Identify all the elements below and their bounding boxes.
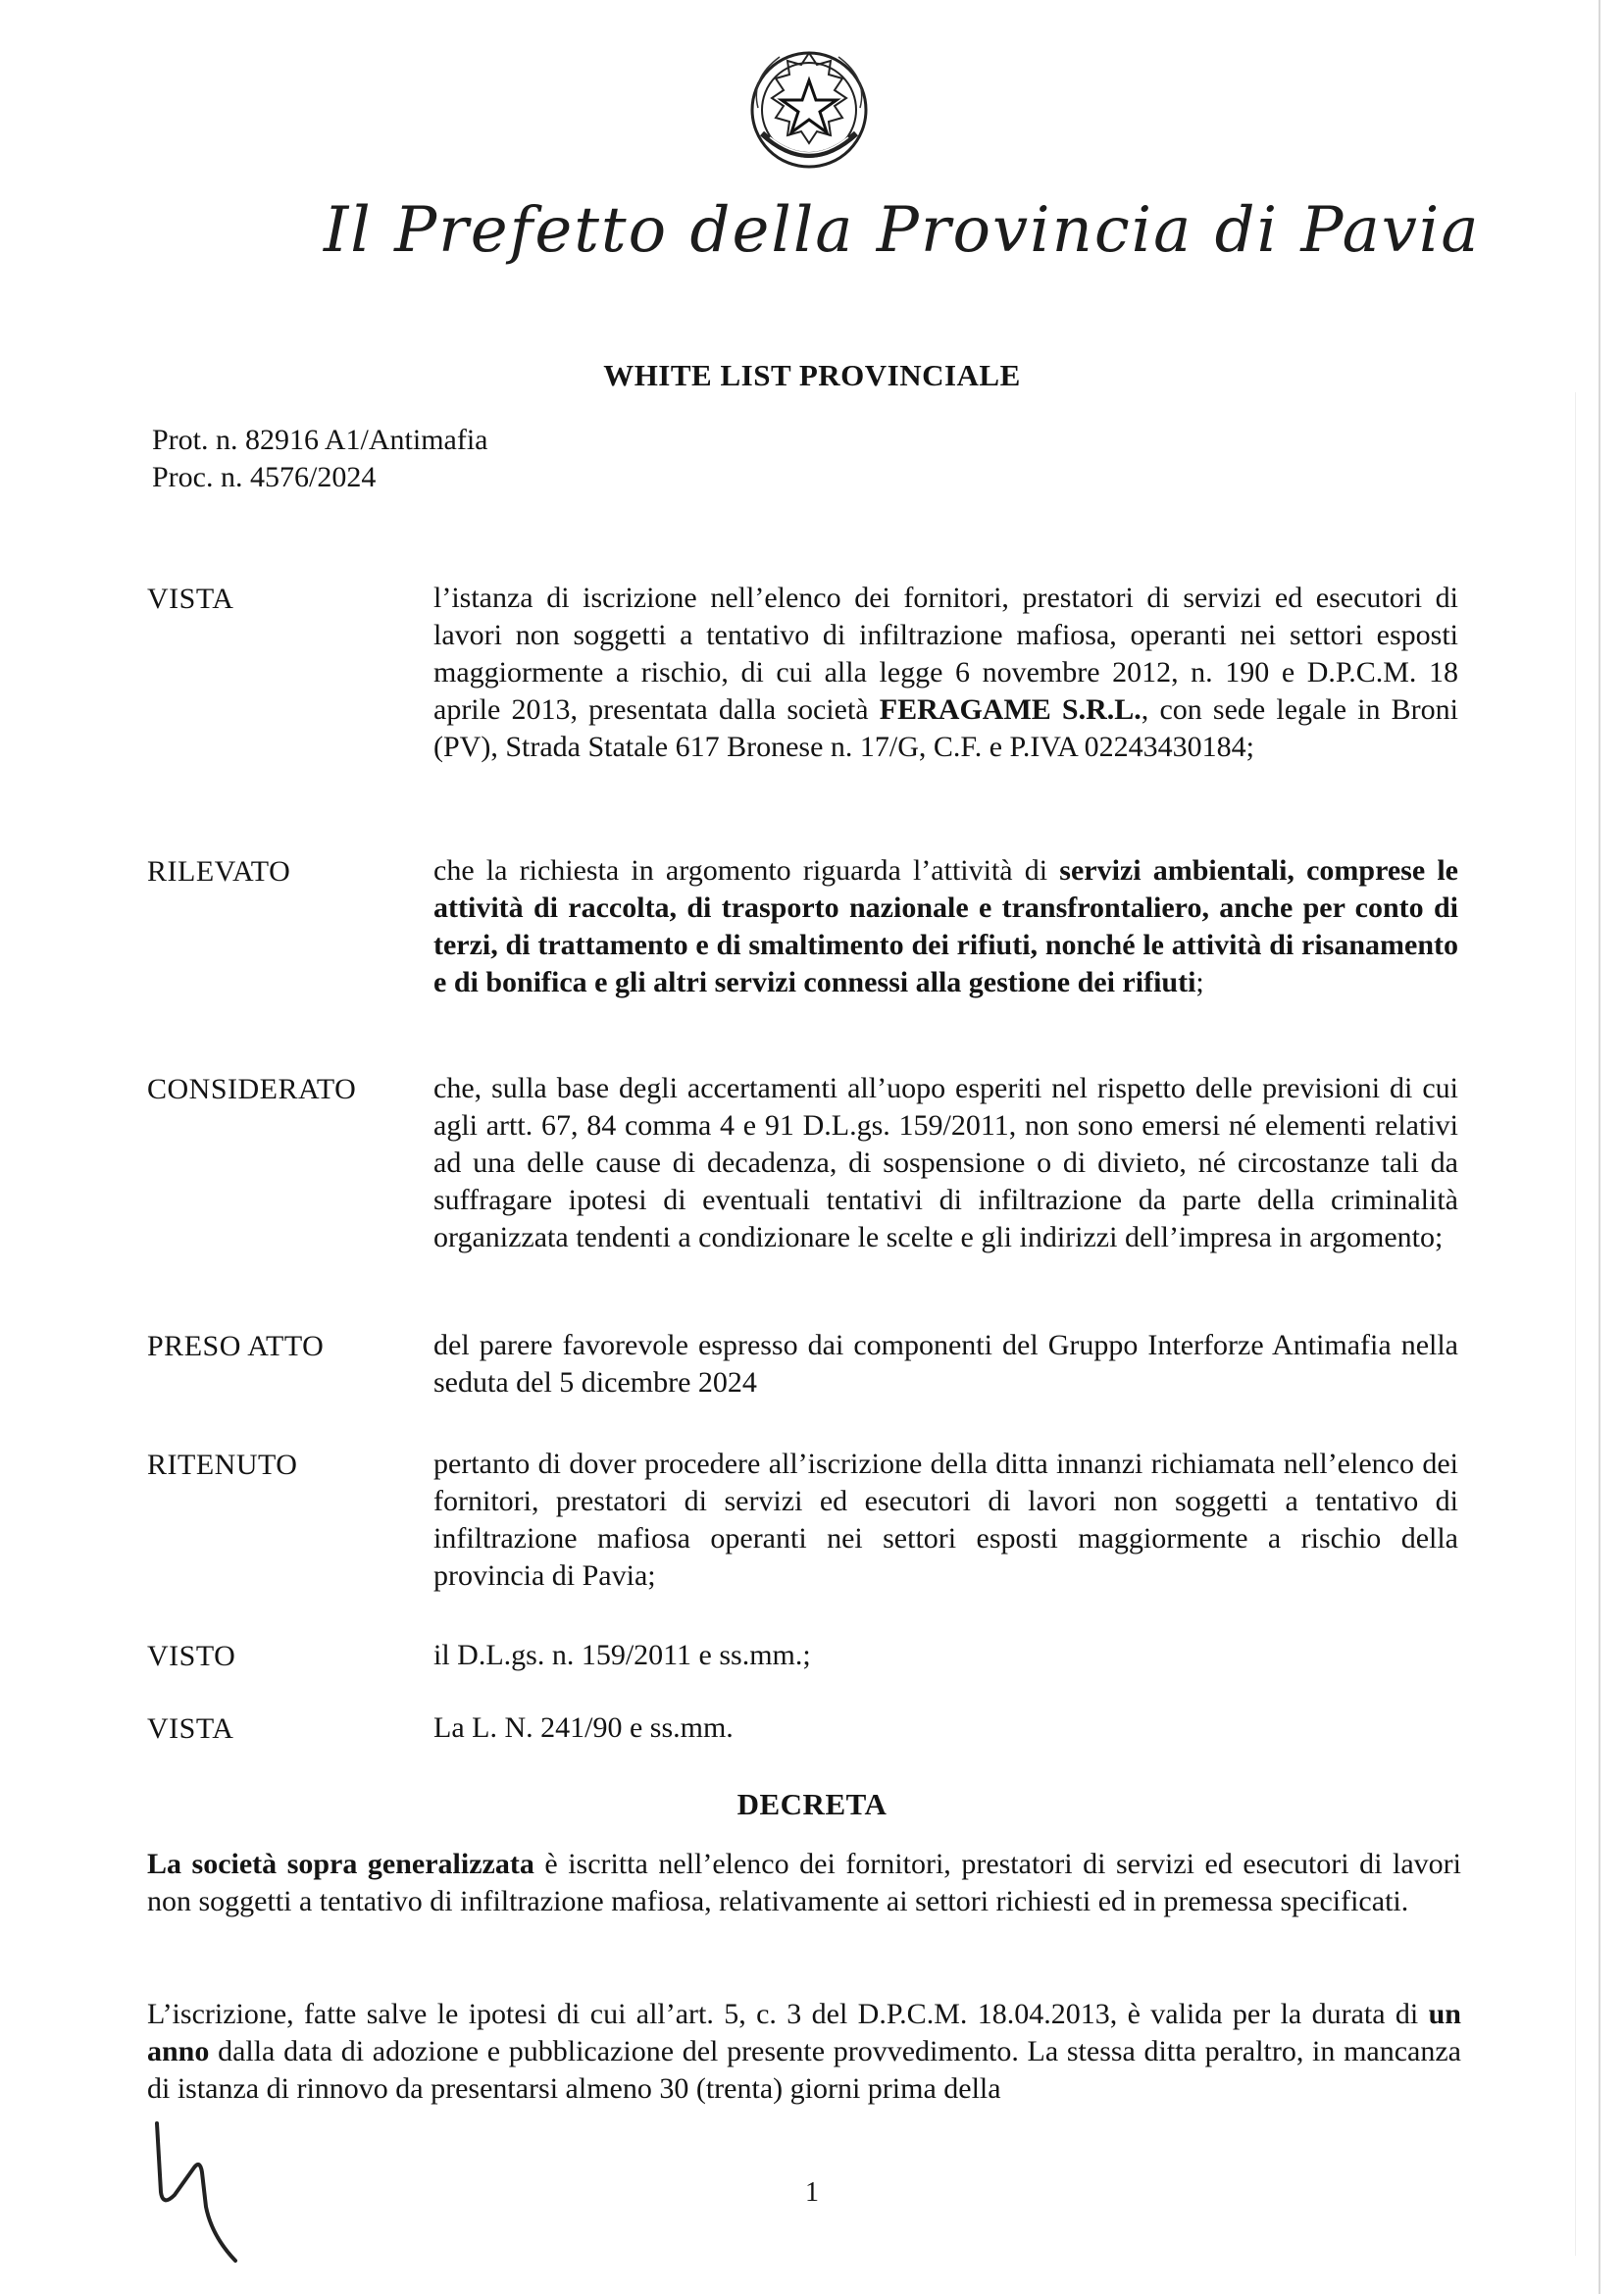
text-segment: del parere favorevole espresso dai componenti del Gruppo Interforze Antimafia nella seduta del 5 dicembre 2024 <box>433 1329 1458 1399</box>
text-segment: l’istanza di iscrizione nell’elenco dei fornitori, prestatori di servizi ed esecutori di lavori non soggetti a tentativo di infiltrazione mafiosa, operanti nei settori esposti maggiormente a rischio, di cui alla legge 6 novembre 2012, n. 190 e D.P.C.M. 18 aprile 2013, presentata dalla società <box>433 582 1458 726</box>
recital-text <box>433 1327 1458 1402</box>
procedure-number: Proc. n. 4576/2024 <box>152 461 377 493</box>
bold-text-segment: un anno <box>147 1998 1461 2067</box>
recital-text <box>433 1070 1458 1256</box>
recital-label: VISTO <box>147 1640 236 1672</box>
recital-text <box>433 852 1458 1001</box>
authority-heading: Il Prefetto della Provincia di Pavia <box>324 194 1481 267</box>
text-segment: La L. N. 241/90 e ss.mm. <box>433 1711 734 1744</box>
bold-text-segment: La società sopra generalizzata <box>147 1848 534 1880</box>
text-segment: ; <box>1195 966 1204 998</box>
decree-paragraph <box>147 1846 1461 1920</box>
scan-edge-line-inner <box>1575 392 1576 2256</box>
bold-text-segment: FERAGAME S.R.L. <box>879 693 1142 726</box>
recital-label: PRESO ATTO <box>147 1330 325 1362</box>
text-segment: che, sulla base degli accertamenti all’uopo esperiti nel rispetto delle previsioni di cui agli artt. 67, 84 comma 4 e 91 D.L.gs. 159/2011, non sono emersi né elementi relativi ad una delle cause di decadenza, di sospensione o di divieto, né circostanze tali da suffragare ipotesi di eventuali tentativi di infiltrazione da parte della criminalità organizzata tendenti a condizionare le scelte e gli indirizzi dell’impresa in argomento; <box>433 1072 1458 1253</box>
recital-label: VISTA <box>147 1712 234 1745</box>
recital-text <box>433 580 1458 766</box>
recital-label: CONSIDERATO <box>147 1073 357 1105</box>
republic-emblem-icon <box>740 39 878 177</box>
text-segment: L’iscrizione, fatte salve le ipotesi di cui all’art. 5, c. 3 del D.P.C.M. 18.04.2013, è valida per la durata di <box>147 1998 1429 2030</box>
document-title: WHITE LIST PROVINCIALE <box>603 358 1021 392</box>
text-segment: che la richiesta in argomento riguarda l’attività di <box>433 854 1060 887</box>
recital-text <box>433 1637 1458 1674</box>
text-segment: è iscritta nell’elenco dei fornitori, prestatori di servizi ed esecutori di lavori non soggetti a tentativo di infiltrazione mafiosa, relativamente ai settori richiesti ed in premessa specificati. <box>147 1848 1461 1917</box>
text-segment: il D.L.gs. n. 159/2011 e ss.mm.; <box>433 1639 811 1671</box>
recital-label: RITENUTO <box>147 1449 298 1481</box>
recital-label: RILEVATO <box>147 855 291 888</box>
protocol-number: Prot. n. 82916 A1/Antimafia <box>152 424 488 456</box>
recital-text <box>433 1709 1458 1747</box>
page-number: 1 <box>805 2177 819 2208</box>
decree-paragraph <box>147 1996 1461 2108</box>
text-segment: , con sede legale in Broni (PV), Strada Statale 617 Bronese n. 17/G, C.F. e P.IVA 02243430184; <box>433 693 1458 763</box>
bold-text-segment: servizi ambientali, comprese le attività di raccolta, di trasporto nazionale e transfrontaliero, anche per conto di terzi, di trattamento e di smaltimento dei rifiuti, nonché le attività di risanamento e di bonifica e gli altri servizi connessi alla gestione dei rifiuti <box>433 854 1458 998</box>
recital-label: VISTA <box>147 583 234 615</box>
scan-edge-line <box>1599 0 1600 2294</box>
text-segment: pertanto di dover procedere all’iscrizione della ditta innanzi richiamata nell’elenco dei fornitori, prestatori di servizi ed esecutori di lavori non soggetti a tentativo di infiltrazione mafiosa operanti nei settori esposti maggiormente a rischio della provincia di Pavia; <box>433 1448 1458 1592</box>
recital-text <box>433 1446 1458 1595</box>
decree-heading: DECRETA <box>736 1787 888 1821</box>
text-segment: dalla data di adozione e pubblicazione del presente provvedimento. La stessa ditta peraltro, in mancanza di istanza di rinnovo da presentarsi almeno 30 (trenta) giorni prima della <box>147 2035 1461 2105</box>
